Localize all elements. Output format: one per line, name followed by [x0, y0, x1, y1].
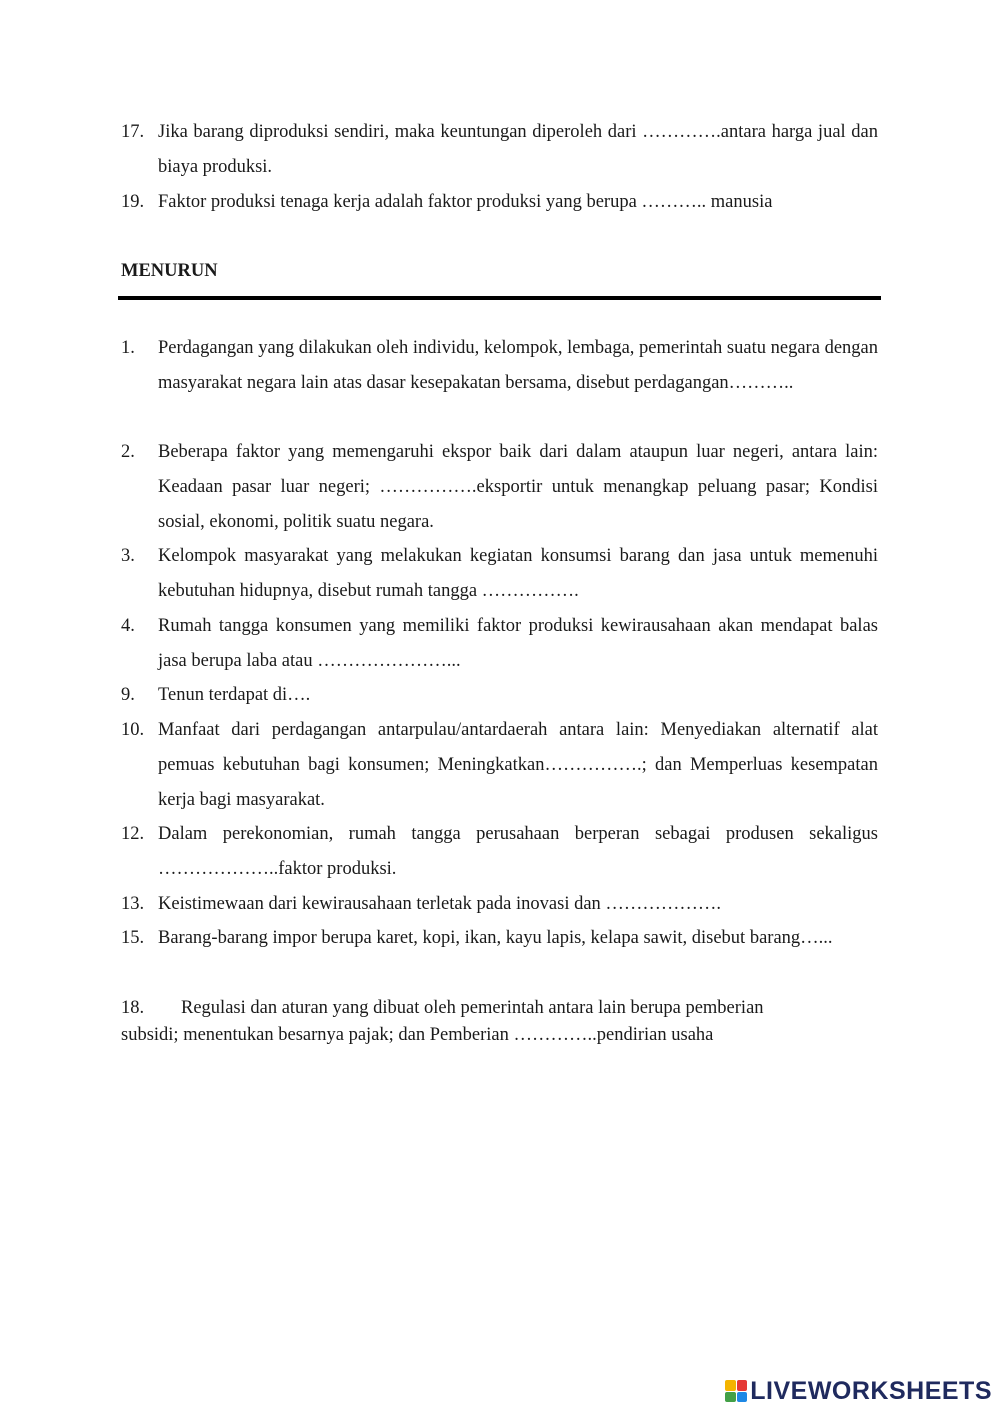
question-item — [121, 678, 878, 713]
question-number: 4. — [121, 616, 135, 636]
question-text-line1: Regulasi dan aturan yang dibuat oleh pemerintah antara lain berupa pemberian — [181, 998, 764, 1018]
question-text: Keistimewaan dari kewirausahaan terletak pada inovasi dan ………………. — [158, 894, 722, 914]
question-item — [121, 817, 878, 887]
question-number: 18. — [121, 998, 145, 1018]
question-number: 12. — [121, 824, 145, 844]
question-number: 3. — [121, 546, 135, 566]
question-number: 9. — [121, 685, 135, 705]
liveworksheets-logo — [725, 1373, 992, 1409]
question-item — [121, 331, 878, 401]
question-item — [121, 713, 878, 818]
question-item — [121, 609, 878, 679]
question-text: Manfaat dari perdagangan antarpulau/antardaerah antara lain: Menyediakan alternatif alat pemuas kebutuhan bagi konsumen; Meningkatkan…………….; dan Memperluas kesempatan kerja bagi masyarakat. — [158, 720, 878, 810]
question-item — [121, 921, 878, 956]
question-text-line2: subsidi; menentukan besarnya pajak; dan Pemberian …………..pendirian usaha — [121, 1025, 714, 1045]
question-text: Faktor produksi tenaga kerja adalah faktor produksi yang berupa ……….. manusia — [158, 192, 773, 212]
question-number: 10. — [121, 720, 145, 740]
question-item-18 — [121, 995, 841, 1049]
question-number: 13. — [121, 894, 145, 914]
question-text: Dalam perekonomian, rumah tangga perusahaan berperan sebagai produsen sekaligus ………………..faktor produksi. — [158, 824, 878, 879]
question-item — [121, 887, 878, 922]
question-number: 19. — [121, 192, 145, 212]
question-text: Rumah tangga konsumen yang memiliki faktor produksi kewirausahaan akan mendapat balas jasa berupa laba atau …………………... — [158, 616, 878, 671]
question-number: 15. — [121, 928, 145, 948]
question-text: Kelompok masyarakat yang melakukan kegiatan konsumsi barang dan jasa untuk memenuhi kebutuhan hidupnya, disebut rumah tangga ……………. — [158, 546, 878, 601]
question-item — [121, 115, 878, 185]
question-item — [121, 435, 878, 540]
section-divider — [118, 296, 881, 300]
logo-text: LIVEWORKSHEETS — [750, 1376, 992, 1405]
question-text: Tenun terdapat di…. — [158, 685, 311, 705]
section-heading: MENURUN — [121, 261, 218, 281]
question-item — [121, 185, 878, 220]
question-text: Perdagangan yang dilakukan oleh individu, kelompok, lembaga, pemerintah suatu negara dengan masyarakat negara lain atas dasar kesepakatan bersama, disebut perdagangan……….. — [158, 338, 878, 393]
question-text: Jika barang diproduksi sendiri, maka keuntungan diperoleh dari ………….antara harga jual dan biaya produksi. — [158, 122, 878, 177]
question-item — [121, 539, 878, 609]
liveworksheets-logo-icon — [725, 1380, 747, 1402]
question-number: 17. — [121, 122, 145, 142]
question-number: 2. — [121, 442, 135, 462]
question-number: 1. — [121, 338, 135, 358]
question-text: Barang-barang impor berupa karet, kopi, ikan, kayu lapis, kelapa sawit, disebut barang…... — [158, 928, 833, 948]
question-text: Beberapa faktor yang memengaruhi ekspor baik dari dalam ataupun luar negeri, antara lain: Keadaan pasar luar negeri; …………….eksportir untuk menangkap peluang pasar; Kondisi sosial, ekonomi, politik suatu negara. — [158, 442, 878, 532]
